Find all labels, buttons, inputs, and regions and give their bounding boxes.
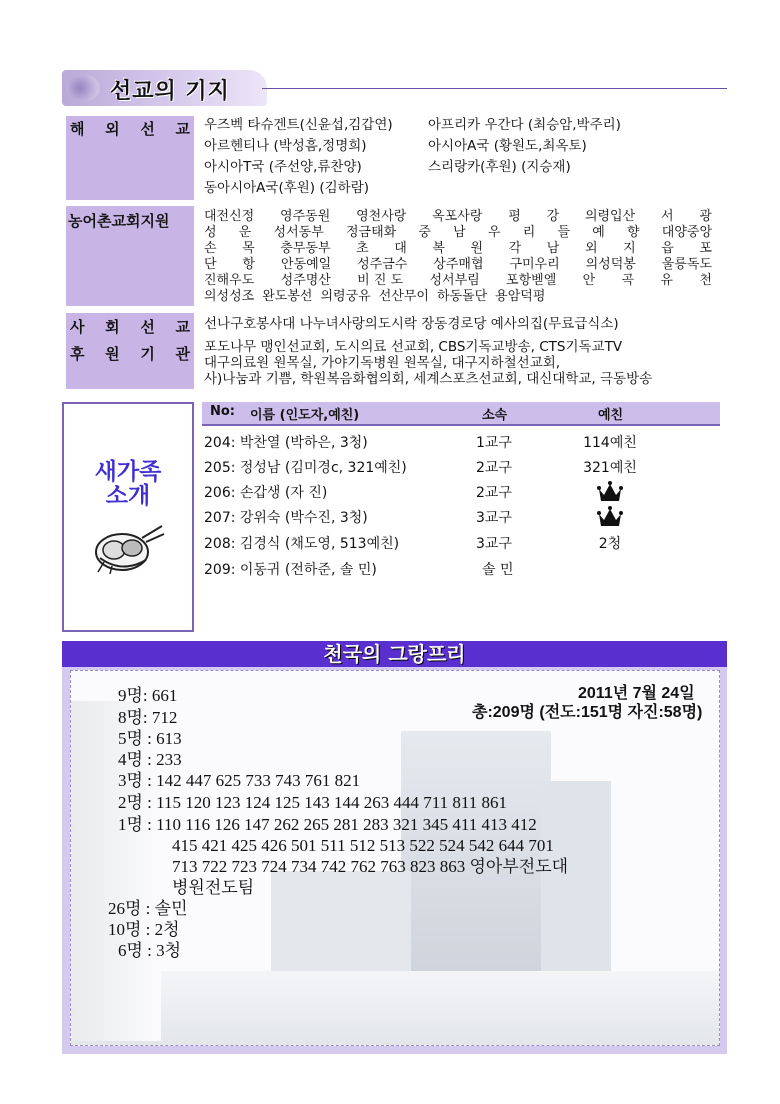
rural-row: 의성성조 완도봉선 의령궁유 선산무이 하동돌단 용암덕평 (204, 289, 546, 304)
rural-row: 진해우도 성주명산 비 진 도 성서부림 포항벧엘 안 곡 유 천 (204, 273, 712, 288)
grand-prix-line: 10명 : 2청 (108, 920, 180, 939)
social-mission-list: 선나구호봉사대 나누녀사랑의도시락 장동경로당 예사의집(무료급식소) (204, 316, 619, 332)
grand-prix-line: 26명 : 솔민 (108, 899, 188, 918)
new-family-row: 206: 손갑생 (자 진) 2교구 (204, 481, 724, 505)
decorative-blot-icon (66, 74, 100, 102)
mission-section-header (62, 70, 727, 110)
bread-basket-icon (92, 520, 166, 576)
overseas-item: 아프리카 우간다 (최승암,박주리) (428, 117, 621, 133)
overseas-item: 우즈벡 타슈겐트(신윤섭,김갑연) (204, 117, 393, 133)
new-family-row: 204: 박찬열 (박하은, 3청) 1교구 114예친 (204, 435, 637, 451)
rural-row: 손 목 충무동부 초 대 복 원 각 남 외 지 읍 포 (204, 241, 712, 256)
new-family-row: 209: 이동귀 (전하준, 솔 민) 솔 민 (204, 562, 514, 578)
overseas-item: 동아시아A국(후원) (김하람) (204, 180, 370, 196)
street-illustration (71, 971, 720, 1046)
grand-prix-line: 9명: 661 (118, 686, 178, 705)
grand-prix-date: 2011년 7월 24일 (578, 685, 695, 702)
grand-prix-line: 5명 : 613 (118, 729, 182, 748)
rural-church-grid (204, 209, 712, 305)
new-family-title: 새가족 소개 (94, 459, 162, 509)
rural-row: 단 항 안동예일 성주금수 상주매협 구미우리 의성덕봉 울릉독도 (204, 257, 712, 272)
new-family-row: 205: 정성남 (김미경c, 321예친) 2교구 321예친 (204, 460, 637, 476)
header-rule (262, 88, 727, 89)
col-dept-header: 소속 (482, 408, 508, 423)
grand-prix-line: 2명 : 115 120 123 124 125 143 144 263 444 711 811 861 (118, 793, 508, 812)
grand-prix-line: 4명 : 233 (118, 750, 182, 769)
grand-prix-line: 8명: 712 (118, 708, 178, 727)
support-org-label: 후 원 기 관 (70, 345, 190, 363)
new-family-row: 207: 강위숙 (박수진, 3청) 3교구 (204, 506, 724, 530)
overseas-item: 스리랑카(후원) (지승재) (428, 159, 571, 175)
overseas-mission-label: 해 외 선 교 (70, 120, 190, 138)
social-mission-label: 사 회 선 교 (70, 318, 190, 336)
overseas-item: 아시아T국 (주선양,류찬양) (204, 159, 362, 175)
grand-prix-line: 6명 : 3청 (118, 941, 182, 960)
grand-prix-title: 천국의 그랑프리 (323, 642, 466, 666)
rural-row: 성 운 성서동부 정금태화 중 남 우 리 들 예 향 대양중앙 (204, 225, 712, 240)
grand-prix-line: 713 722 723 724 734 742 762 763 823 863 영아부전도대 (172, 857, 569, 876)
grand-prix-line: 1명 : 110 116 126 147 262 265 281 283 321 345 411 413 412 (118, 815, 537, 834)
col-group-header: 예친 (598, 408, 624, 423)
overseas-item: 아르헨티나 (박성흠,정명희) (204, 138, 367, 154)
new-family-box (62, 402, 194, 632)
grand-prix-line: 병원전도팀 (172, 878, 255, 897)
mission-title: 선교의 기지 (110, 79, 230, 104)
rural-row: 대전신정 영주동원 영천사랑 옥포사랑 평 강 의령입산 서 광 (204, 209, 712, 224)
grand-prix-line: 3명 : 142 447 625 733 743 761 821 (118, 771, 361, 790)
col-no-header: No: (210, 404, 236, 419)
support-org-line: 대구의료원 원목실, 가야기독병원 원목실, 대구지하철선교회, (204, 355, 561, 371)
rural-support-label: 농어촌교회지원 (68, 212, 170, 230)
new-family-row: 208: 김경식 (채도영, 513예친) 3교구 2청 (204, 536, 622, 552)
grand-prix-total: 총:209명 (전도:151명 자진:58명) (472, 704, 703, 721)
col-name-header: 이름 (인도자,예친) (250, 408, 360, 423)
grand-prix-line: 415 421 425 426 501 511 512 513 522 524 542 644 701 (172, 836, 554, 855)
header-tab (62, 70, 267, 106)
support-org-line: 사)나눔과 기쁨, 학원복음화협의회, 세계스포츠선교회, 대신대학교, 극동방송 (204, 371, 653, 387)
overseas-item: 아시아A국 (황원도,최옥토) (428, 138, 587, 154)
support-org-line: 포도나무 맹인선교회, 도시의료 선교회, CBS기독교방송, CTS기독교TV (204, 339, 623, 355)
